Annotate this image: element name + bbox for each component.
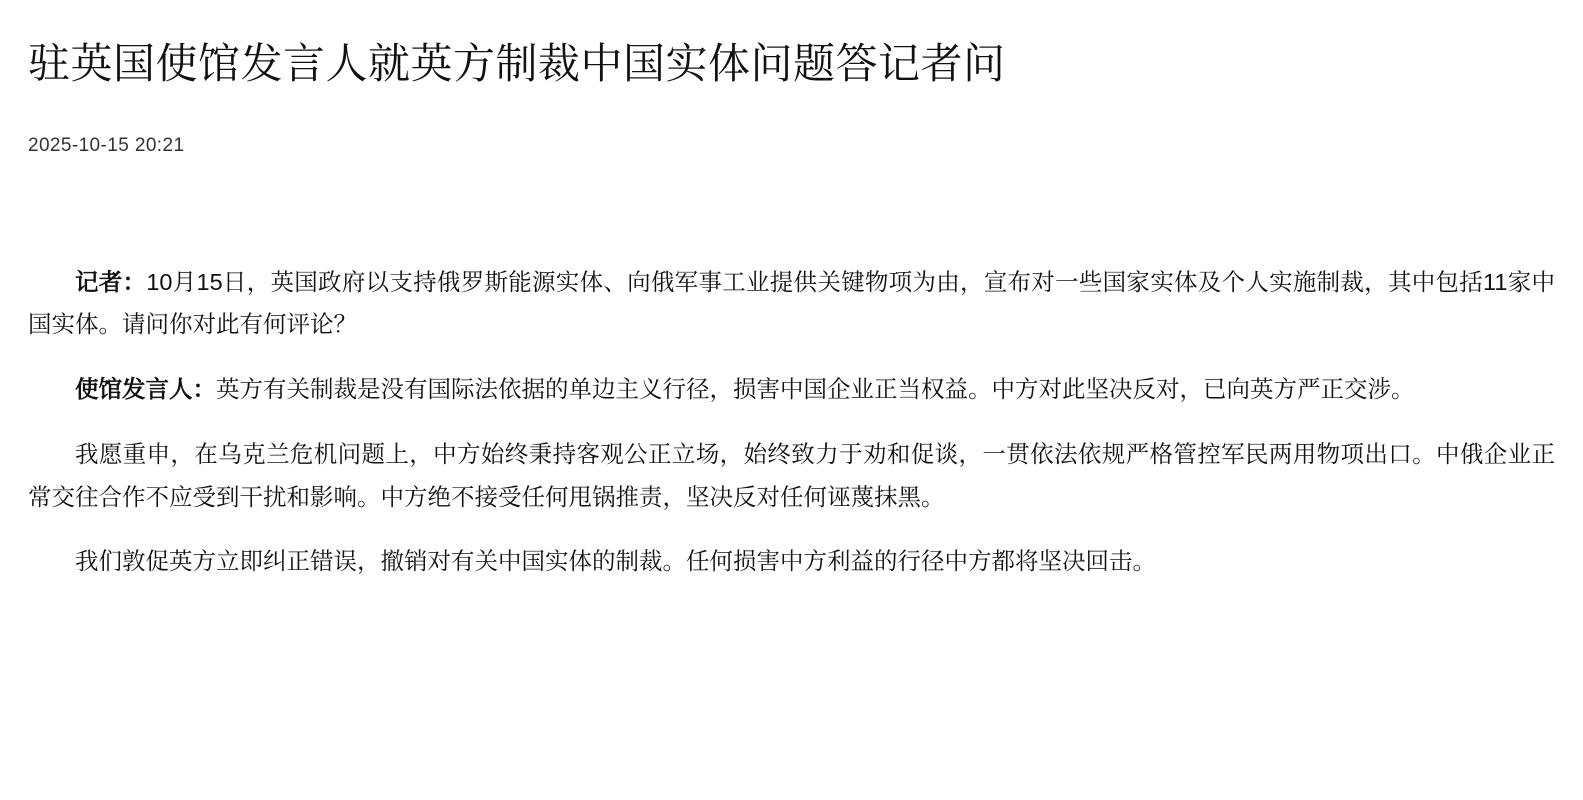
paragraph-text: 我们敦促英方立即纠正错误，撤销对有关中国实体的制裁。任何损害中方利益的行径中方都将坚决回击。	[75, 548, 1156, 575]
publish-timestamp: 2025-10-15 20:21	[28, 134, 185, 156]
page-title: 驻英国使馆发言人就英方制裁中国实体问题答记者问	[28, 40, 1006, 87]
paragraph-text: 10月15日，英国政府以支持俄罗斯能源实体、向俄军事工业提供关键物项为由，宣布对一些国家实体及个人实施制裁，其中包括11家中国实体。请问你对此有何评论？	[28, 268, 1556, 338]
paragraph-lead-label: 使馆发言人：	[75, 376, 216, 403]
article-body	[28, 261, 1555, 584]
paragraph-answer-3	[28, 540, 1555, 583]
paragraph-text: 英方有关制裁是没有国际法依据的单边主义行径，损害中国企业正当权益。中方对此坚决反对，已向英方严正交涉。	[216, 376, 1415, 403]
paragraph-lead-label: 记者：	[75, 268, 147, 295]
paragraph-question	[28, 261, 1555, 347]
paragraph-text: 我愿重申，在乌克兰危机问题上，中方始终秉持客观公正立场，始终致力于劝和促谈，一贯依法依规严格管控军民两用物项出口。中俄企业正常交往合作不应受到干扰和影响。中方绝不接受任何甩锅推责，坚决反对任何诬蔑抹黑。	[28, 440, 1555, 510]
paragraph-answer-1	[28, 368, 1555, 411]
paragraph-answer-2	[28, 433, 1555, 519]
